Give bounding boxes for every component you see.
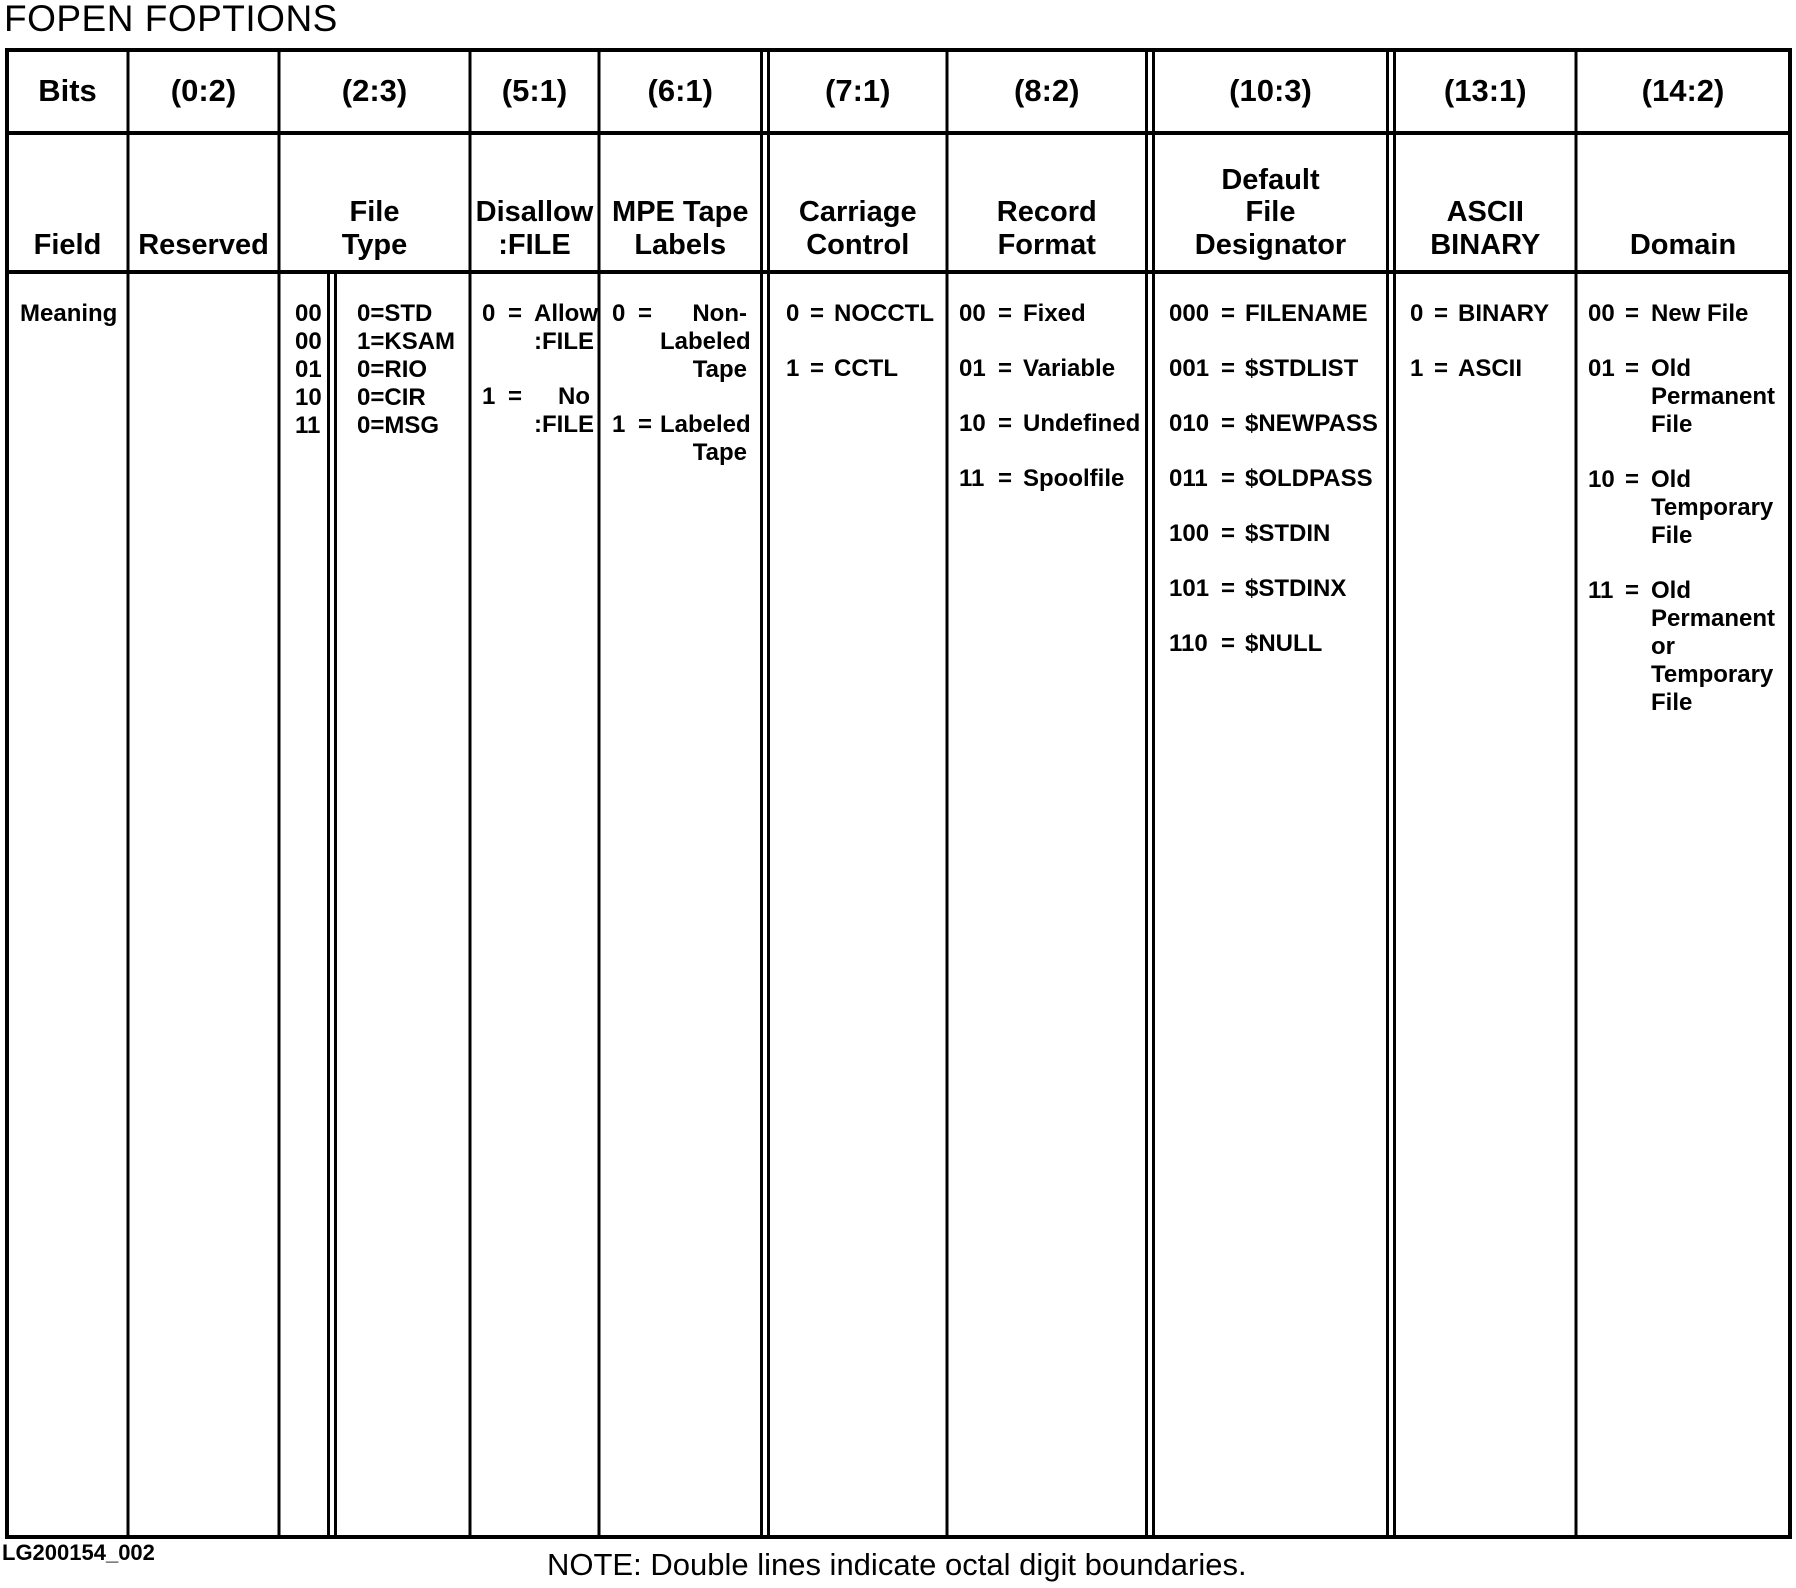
meaning-text: CCTL bbox=[834, 355, 898, 382]
field-name-line: Default bbox=[1221, 163, 1320, 196]
equals-sign: = bbox=[1625, 466, 1640, 493]
equals-sign: = bbox=[998, 410, 1013, 437]
bits-range-cell: (10:3) bbox=[1229, 73, 1312, 109]
figure-note: NOTE: Double lines indicate octal digit boundaries. bbox=[547, 1547, 1247, 1582]
meaning-text: :FILE bbox=[534, 328, 594, 355]
equals-sign: = bbox=[508, 383, 523, 410]
field-name-cell bbox=[279, 133, 470, 272]
meaning-text: Tape bbox=[692, 356, 747, 383]
meaning-code: 100 bbox=[1169, 520, 1210, 547]
bits-range-cell: (13:1) bbox=[1443, 73, 1527, 109]
bits-range-cell: (8:2) bbox=[1014, 73, 1080, 109]
file-type-code: 01 bbox=[295, 356, 322, 383]
meaning-text: ASCII bbox=[1458, 355, 1523, 382]
meaning-code: 010 bbox=[1169, 410, 1210, 437]
field-label bbox=[7, 133, 128, 272]
meaning-code: 1 bbox=[482, 383, 496, 410]
bits-label: Bits bbox=[38, 73, 97, 109]
field-name-cell bbox=[1154, 133, 1388, 272]
equals-sign: = bbox=[1221, 300, 1236, 327]
field-label-text: Field bbox=[33, 228, 102, 261]
bits-range-cell: (2:3) bbox=[341, 73, 408, 109]
field-name-cell bbox=[1395, 133, 1577, 272]
meaning-text: NOCCTL bbox=[834, 300, 934, 327]
figure-title: FOPEN FOPTIONS bbox=[4, 0, 338, 39]
meaning-text: New File bbox=[1651, 300, 1749, 327]
meaning-text: BINARY bbox=[1458, 300, 1550, 327]
file-type-value: 0=CIR bbox=[357, 384, 426, 411]
meaning-code: 0 bbox=[612, 300, 626, 327]
meaning-text: File bbox=[1651, 522, 1693, 549]
meaning-code: 01 bbox=[959, 355, 986, 382]
meaning-code: 0 bbox=[786, 300, 800, 327]
field-name-line: :FILE bbox=[498, 228, 571, 261]
meaning-code: 00 bbox=[959, 300, 986, 327]
field-name-cell bbox=[1576, 133, 1790, 272]
equals-sign: = bbox=[1625, 577, 1640, 604]
field-name-line: File bbox=[349, 196, 400, 229]
figure-id: LG200154_002 bbox=[2, 1540, 155, 1565]
equals-sign: = bbox=[638, 411, 653, 438]
meaning-text: Old bbox=[1651, 466, 1691, 493]
meaning-text: Permanent bbox=[1651, 605, 1776, 632]
field-name-line: Disallow bbox=[475, 196, 594, 229]
meaning-text: Permanent bbox=[1651, 383, 1776, 410]
equals-sign: = bbox=[998, 355, 1013, 382]
meaning-text: :FILE bbox=[534, 411, 594, 438]
meaning-code: 011 bbox=[1169, 465, 1208, 492]
equals-sign: = bbox=[1434, 355, 1449, 382]
equals-sign: = bbox=[1625, 355, 1640, 382]
file-type-value: 1=KSAM bbox=[357, 328, 456, 355]
meaning-code: 101 bbox=[1169, 575, 1210, 602]
field-name-line: BINARY bbox=[1430, 228, 1541, 261]
meaning-text: $STDINX bbox=[1245, 575, 1347, 602]
meaning-text: $STDLIST bbox=[1245, 355, 1359, 382]
meaning-text: $NULL bbox=[1245, 630, 1323, 657]
meaning-text: Temporary bbox=[1651, 661, 1774, 688]
equals-sign: = bbox=[1221, 520, 1236, 547]
meaning-code: 01 bbox=[1588, 355, 1615, 382]
meaning-code: 110 bbox=[1169, 630, 1208, 657]
equals-sign: = bbox=[1221, 465, 1236, 492]
bits-range-cell: (5:1) bbox=[501, 73, 568, 109]
file-type-value: 0=MSG bbox=[357, 412, 440, 439]
meaning-text: Allow bbox=[534, 300, 598, 327]
file-type-value: 0=RIO bbox=[357, 356, 428, 383]
file-type-value: 0=STD bbox=[357, 300, 433, 327]
equals-sign: = bbox=[1221, 630, 1236, 657]
meaning-code: 001 bbox=[1169, 355, 1210, 382]
meaning-text: or bbox=[1651, 633, 1675, 660]
meaning-text: No bbox=[558, 383, 590, 410]
bits-range-cell: (6:1) bbox=[647, 73, 713, 109]
meaning-text: File bbox=[1651, 411, 1693, 438]
meaning-text: FILENAME bbox=[1245, 300, 1368, 327]
meaning-code: 1 bbox=[1410, 355, 1424, 382]
file-type-code: 00 bbox=[295, 328, 322, 355]
file-type-values bbox=[357, 300, 455, 440]
equals-sign: = bbox=[508, 300, 523, 327]
file-type-code: 11 bbox=[295, 412, 321, 439]
equals-sign: = bbox=[998, 465, 1013, 492]
meaning-text: Non- bbox=[692, 300, 747, 327]
field-name-line: Labels bbox=[634, 228, 727, 261]
field-name-cell bbox=[599, 133, 762, 272]
equals-sign: = bbox=[1221, 410, 1236, 437]
field-name-line: Domain bbox=[1629, 228, 1737, 261]
field-name-cell bbox=[947, 133, 1147, 272]
field-name-line: Control bbox=[806, 228, 910, 261]
meaning-text: $NEWPASS bbox=[1245, 410, 1378, 437]
file-type-code: 10 bbox=[295, 384, 322, 411]
file-type-codes bbox=[295, 300, 322, 440]
meaning-text: Labeled bbox=[660, 411, 751, 438]
bits-range-cell: (7:1) bbox=[825, 73, 891, 109]
meaning-code: 0 bbox=[1410, 300, 1424, 327]
equals-sign: = bbox=[1221, 575, 1236, 602]
equals-sign: = bbox=[810, 355, 825, 382]
equals-sign: = bbox=[998, 300, 1013, 327]
field-name-line: ASCII bbox=[1446, 196, 1524, 229]
meaning-text: Fixed bbox=[1023, 300, 1086, 327]
field-name-line: MPE Tape bbox=[612, 196, 749, 229]
meaning-text: Old bbox=[1651, 577, 1691, 604]
meaning-code: 1 bbox=[612, 411, 626, 438]
meaning-text: File bbox=[1651, 689, 1693, 716]
meaning-code: 10 bbox=[1588, 466, 1615, 493]
equals-sign: = bbox=[1625, 300, 1640, 327]
field-name-line: Designator bbox=[1194, 228, 1347, 261]
meaning-text: Temporary bbox=[1651, 494, 1774, 521]
field-name-line: Type bbox=[341, 228, 408, 261]
equals-sign: = bbox=[1434, 300, 1449, 327]
equals-sign: = bbox=[638, 300, 653, 327]
meaning-text: $STDIN bbox=[1245, 520, 1331, 547]
bits-range-cell: (0:2) bbox=[170, 73, 237, 109]
equals-sign: = bbox=[810, 300, 825, 327]
meaning-label: Meaning bbox=[20, 300, 118, 327]
meaning-code: 0 bbox=[482, 300, 496, 327]
field-name-line: Record bbox=[996, 196, 1097, 229]
field-name-cell bbox=[470, 133, 599, 272]
meaning-text: Variable bbox=[1023, 355, 1116, 382]
meaning-code: 00 bbox=[1588, 300, 1615, 327]
field-name-line: Format bbox=[997, 228, 1096, 261]
meaning-code: 1 bbox=[786, 355, 800, 382]
field-name-line: File bbox=[1245, 196, 1296, 229]
file-type-code: 00 bbox=[295, 300, 322, 327]
meaning-text: Old bbox=[1651, 355, 1691, 382]
bits-range-cell: (14:2) bbox=[1641, 73, 1725, 109]
meaning-text: Tape bbox=[692, 439, 747, 466]
meaning-code: 000 bbox=[1169, 300, 1210, 327]
field-name-cell bbox=[769, 133, 948, 272]
meaning-code: 11 bbox=[1588, 577, 1614, 604]
field-name-line: Carriage bbox=[798, 196, 917, 229]
field-name-line: Reserved bbox=[138, 228, 269, 261]
meaning-text: Spoolfile bbox=[1023, 465, 1125, 492]
meaning-text: $OLDPASS bbox=[1245, 465, 1373, 492]
field-name-cell bbox=[128, 133, 279, 272]
meaning-code: 11 bbox=[959, 465, 985, 492]
equals-sign: = bbox=[1221, 355, 1236, 382]
meaning-text: Labeled bbox=[660, 328, 751, 355]
meaning-code: 10 bbox=[959, 410, 986, 437]
meaning-text: Undefined bbox=[1023, 410, 1141, 437]
